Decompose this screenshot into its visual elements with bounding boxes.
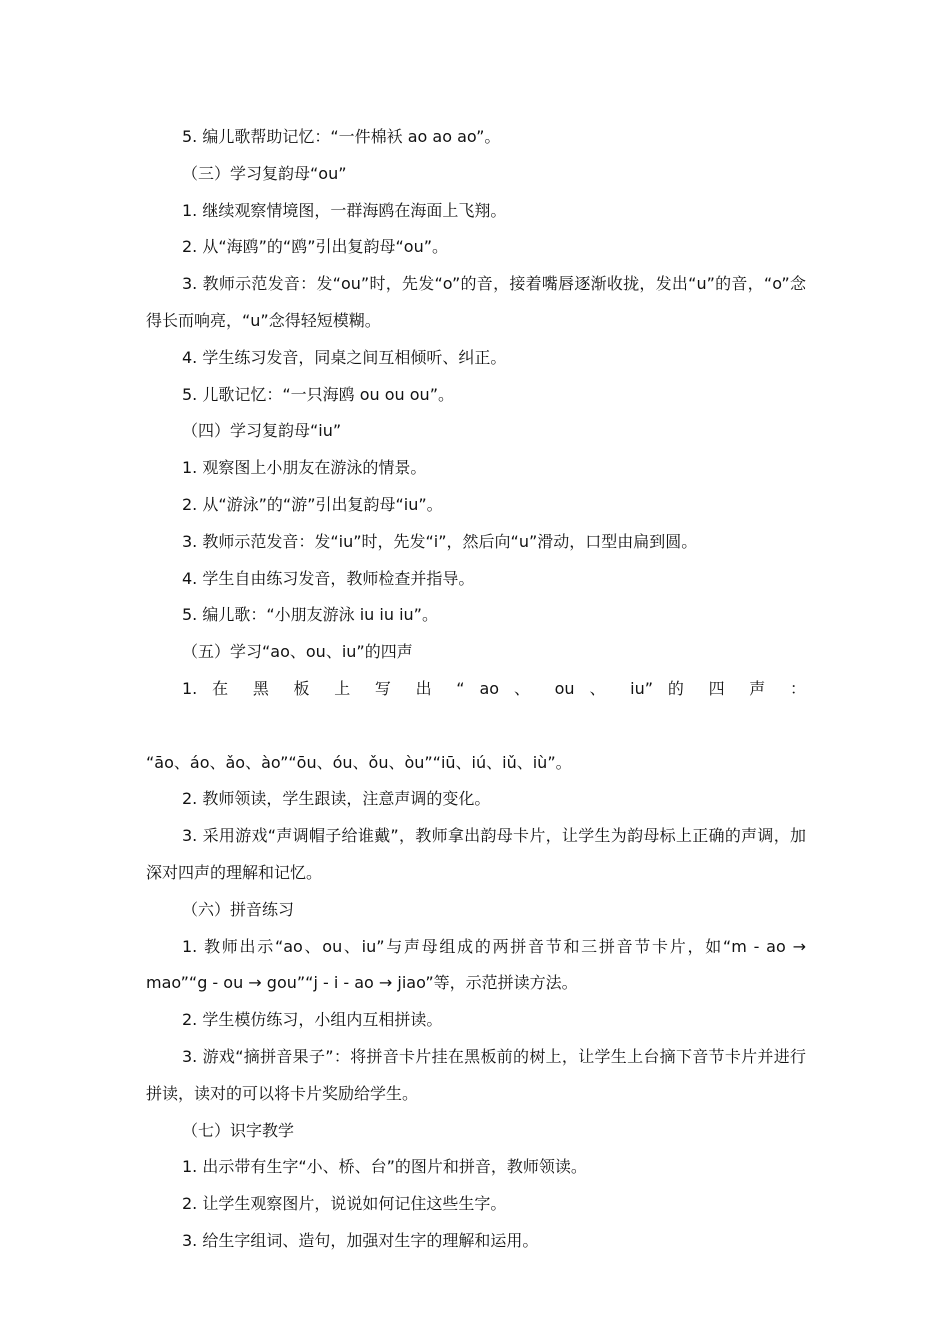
paragraph-iu-step-1: 1. 观察图上小朋友在游泳的情景。 <box>182 458 427 478</box>
section-heading-pinyin-practice: （六）拼音练习 <box>182 899 295 919</box>
paragraph-iu-step-2: 2. 从“游泳”的“游”引出复韵母“iu”。 <box>182 494 443 514</box>
paragraph-practice-step-3: 3. 游戏“摘拼音果子”：将拼音卡片挂在黑板前的树上，让学生上台摘下音节卡片并进行拼读，读对的可以将卡片奖励给学生。 <box>146 1046 806 1103</box>
section-heading-characters: （七）识字教学 <box>182 1120 295 1140</box>
paragraph-practice-step-2: 2. 学生模仿练习，小组内互相拼读。 <box>182 1010 443 1030</box>
paragraph-ou-step-3: 3. 教师示范发音：发“ou”时，先发“o”的音，接着嘴唇逐渐收拢，发出“u”的音，“o”念得长而响亮，“u”念得轻短模糊。 <box>146 274 806 330</box>
section-heading-ou: （三）学习复韵母“ou” <box>182 163 347 183</box>
paragraph-iu-step-3: 3. 教师示范发音：发“iu”时，先发“i”，然后向“u”滑动，口型由扁到圆。 <box>182 531 698 551</box>
paragraph-tones-step-2: 2. 教师领读，学生跟读，注意声调的变化。 <box>182 789 491 809</box>
paragraph-ao-rhyme: 5. 编儿歌帮助记忆：“一件棉袄 ao ao ao”。 <box>182 127 501 146</box>
section-heading-tones: （五）学习“ao、ou、iu”的四声 <box>182 642 413 662</box>
paragraph-characters-step-1: 1. 出示带有生字“小、桥、台”的图片和拼音，教师领读。 <box>182 1157 587 1177</box>
paragraph-practice-step-1: 1. 教师出示“ao、ou、iu”与声母组成的两拼音节和三拼音节卡片，如“m - ao → mao”“g - ou → gou”“j - i - ao → jiao”等，示范拼读方法。 <box>146 936 806 993</box>
paragraph-characters-step-2: 2. 让学生观察图片，说说如何记住这些生字。 <box>182 1194 507 1214</box>
document-body <box>146 119 806 1260</box>
paragraph-characters-step-3: 3. 给生字组词、造句，加强对生字的理解和运用。 <box>182 1230 539 1250</box>
section-heading-iu: （四）学习复韵母“iu” <box>182 421 342 441</box>
paragraph-iu-step-5: 5. 编儿歌：“小朋友游泳 iu iu iu”。 <box>182 605 438 625</box>
paragraph-ou-step-2: 2. 从“海鸥”的“鸥”引出复韵母“ou”。 <box>182 237 449 257</box>
paragraph-ou-step-4: 4. 学生练习发音，同桌之间互相倾听、纠正。 <box>182 347 507 367</box>
paragraph-ou-step-5: 5. 儿歌记忆：“一只海鸥 ou ou ou”。 <box>182 384 454 404</box>
paragraph-tones-step-1-cont: “āo、áo、ǎo、ào”“ōu、óu、ǒu、òu”“iū、iú、iǔ、iù”。 <box>146 752 572 772</box>
paragraph-iu-step-4: 4. 学生自由练习发音，教师检查并指导。 <box>182 568 475 588</box>
paragraph-tones-step-1: 1. 在 黑 板 上 写 出 “ ao 、 ou 、 iu” 的 四 声 ： <box>182 678 806 698</box>
paragraph-tones-step-3: 3. 采用游戏“声调帽子给谁戴”，教师拿出韵母卡片，让学生为韵母标上正确的声调，加深对四声的理解和记忆。 <box>146 826 806 882</box>
paragraph-ou-step-1: 1. 继续观察情境图，一群海鸥在海面上飞翔。 <box>182 200 507 220</box>
